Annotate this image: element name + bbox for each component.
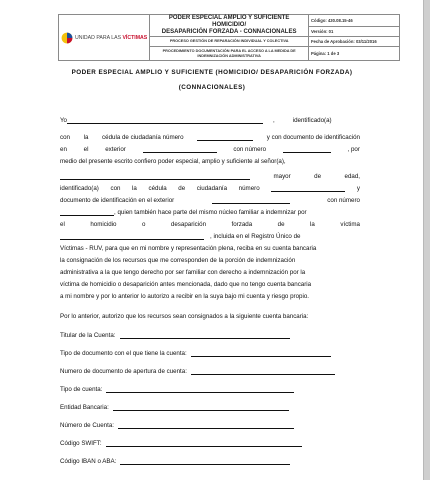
body-line: Víctimas - RUV, para que en mi nombre y representación plena, reciba en su cuenta bancaria [60,245,317,252]
process-name: PROCESO GESTIÓN DE REPARACIÓN INDIVIDUAL Y COLECTIVA [150,37,309,47]
bank-field-row: Código IBAN o ABA: [60,457,360,465]
bank-field-row: Entidad Bancaria: [60,403,360,411]
logo-cell [59,15,150,61]
body-line: documento de identificación en el exterior con número [60,197,360,204]
victim-name-blank[interactable] [60,233,204,240]
document-header [58,14,400,61]
form-code: Código: 430.08.15-46 [309,15,400,27]
bank-field-row: Tipo de cuenta: [60,385,360,393]
form-title: PODER ESPECIAL AMPLIO Y SUFICIENTE HOMICIDIO/ DESAPARICIÓN FORZADA - CONNACIONALES [150,15,309,37]
body-line: con la cédula de ciudadanía número y con documento de identificación [60,134,360,141]
bank-entity-blank[interactable] [113,404,289,411]
bank-field-row: Código SWIFT: [60,439,360,447]
body-line: Por lo anterior, autorizo que los recursos sean consignados a la siguiente cuenta bancaria: [60,313,309,320]
attorney-name-blank[interactable] [60,173,250,180]
attorney-foreign-number-blank[interactable] [60,209,114,216]
bank-field-row: Número de Cuenta: [60,421,360,429]
body-line: a mi nombre y por lo anterior lo autorizo a recibir en la suya bajo mi cuenta y riesgo propio. [60,293,309,300]
logo-emphasis: VÍCTIMAS [122,34,148,41]
body-line: mayor de edad, [60,172,360,180]
body-line: en el exterior con número , por [60,146,360,153]
body-line: , quien también hace parte del mismo núcleo familiar a indemnizar por [60,208,360,216]
grantor-foreign-doc-blank[interactable] [143,146,217,153]
swift-code-blank[interactable] [106,440,302,447]
attorney-id-blank[interactable] [271,185,345,192]
grantor-foreign-number-blank[interactable] [283,146,331,153]
page-number: Página: 1 de 3 [309,47,400,61]
body-line: el homicidio o desaparición forzada de la víctima [60,221,360,228]
body-line: , incluida en el Registro Único de [60,232,360,240]
grantor-name-blank[interactable] [67,117,263,124]
attorney-foreign-doc-blank[interactable] [212,197,290,204]
body-line: identificado(a) con la cédula de ciudadanía número y [60,185,360,192]
account-type-blank[interactable] [106,386,294,393]
procedure-name: PROCEDIMIENTO DOCUMENTACIÓN PARA EL ACCESO A LA MEDIDA DE INDEMNIZACIÓN ADMINISTRATIVA [150,47,309,61]
form-version: Versión: 01 [309,27,400,37]
iban-aba-blank[interactable] [120,458,290,465]
body-line: medio del presente escrito confiero poder especial, amplio y suficiente al señor(a), [60,158,286,165]
grantor-id-blank[interactable] [197,134,253,141]
account-doc-type-blank[interactable] [191,350,331,357]
account-doc-number-blank[interactable] [191,368,335,375]
body-line: Yo , identificado(a) [60,117,332,124]
body-line: administrativa a la que tengo derecho por ser familiar con derecho a indemnización por la [60,269,306,276]
unidad-victimas-logo [61,32,147,44]
account-number-blank[interactable] [118,422,294,429]
bank-field-row: Titular de la Cuenta: [60,331,360,339]
bank-field-row: Numero de documento de apertura de cuenta: [60,367,360,375]
body-line: víctima de homicidio o desaparición antes mencionada, dado que no tengo cuenta bancaria [60,281,312,288]
body-line: la consignación de los recursos que me corresponden de la porción de indemnización [60,257,296,264]
document-title: PODER ESPECIAL AMPLIO Y SUFICIENTE (HOMICIDIO/ DESAPARICIÓN FORZADA) [71,69,353,76]
logo-text: UNIDAD PARA LAS [75,34,123,41]
approval-date: Fecha de Aprobación: 03/11/2016 [309,37,400,47]
bank-field-row: Tipo de documento con el que tiene la cuenta: [60,349,360,357]
colombia-shield-icon [61,32,73,44]
document-subtitle: (CONNACIONALES) [178,84,246,91]
account-holder-blank[interactable] [120,332,290,339]
